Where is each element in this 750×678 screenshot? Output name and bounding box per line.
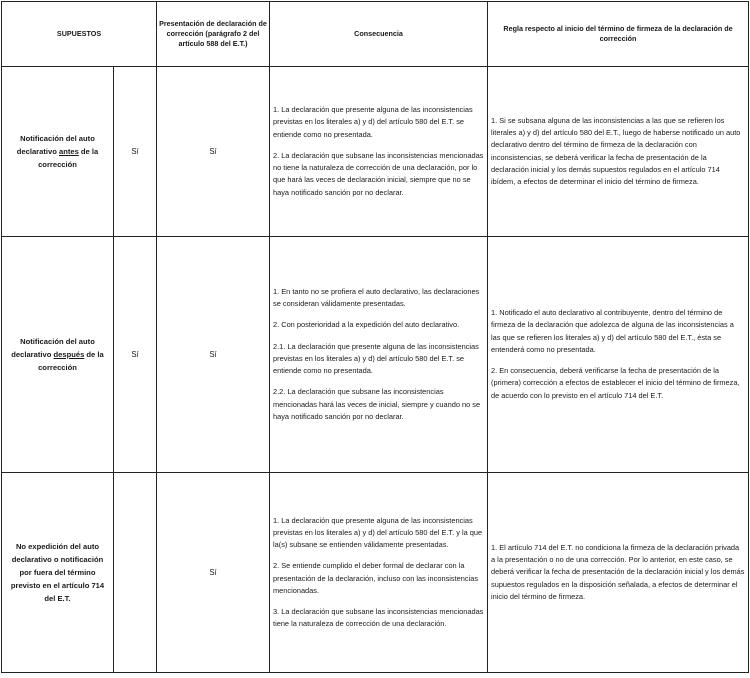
- header-presentacion: Presentación de declaración de corrección (parágrafo 2 del artículo 588 del E.T.): [157, 2, 270, 67]
- legal-table: [1, 1, 749, 673]
- supuesto-cell: No expedición del auto declarativo o notificación por fuera del término previsto en el artículo 714 del E.T.: [2, 473, 114, 673]
- consecuencia-item: 1. En tanto no se profiera el auto declarativo, las declaraciones se consideran válidamente presentadas.: [273, 287, 480, 309]
- consecuencia-item: 2. Con posterioridad a la expedición del auto declarativo.: [273, 320, 460, 330]
- header-regla: Regla respecto al inicio del término de firmeza de la declaración de corrección: [488, 2, 749, 67]
- regla-item: 1. Si se subsana alguna de las inconsistencias a las que se refieren los literales a) y d) del artículo 580 del E.T., luego de haberse notificado un auto declarativo dentro del término de firmeza de la declaración con inconsistencias, se deberá verificar la fecha de presentación de la declaración inicial y los demás supuestos regulados en el artículo 714 ibídem, a efectos de determinar el inicio del término de firmeza.: [491, 115, 741, 186]
- consecuencia-item: 1. La declaración que presente alguna de las inconsistencias previstas en los literales a) y d) del artículo 580 del E.T. y la que la(s) subsane se entienden válidamente presentadas.: [273, 515, 483, 550]
- header-row: [2, 2, 749, 67]
- consecuencia-item: 3. La declaración que subsane las inconsistencias mencionadas tiene la naturaleza de corrección de una declaración.: [273, 606, 484, 629]
- table-row: [2, 237, 749, 473]
- consecuencia-cell: [270, 473, 488, 673]
- regla-item: 1. Notificado el auto declarativo al contribuyente, dentro del término de firmeza de la declaración que adolezca de alguna de las inconsistencias a las que se refieren los literales a) y d) del artículo 580 del E.T., ésta se entenderá como no presentada.: [491, 308, 734, 354]
- consecuencia-cell: [270, 67, 488, 237]
- presentacion-cell: Sí: [157, 67, 270, 237]
- presentacion-cell: Sí: [157, 237, 270, 473]
- col-b-cell: Sí: [114, 237, 157, 473]
- supuesto-cell: Notificación del auto declarativo después de la corrección: [2, 237, 114, 473]
- regla-item: 2. En consecuencia, deberá verificarse la fecha de presentación de la (primera) corrección a efectos de establecer el inicio del término de firmeza, de acuerdo con lo previsto en el artículo 714 del E.T.: [491, 366, 740, 400]
- presentacion-cell: Sí: [157, 473, 270, 673]
- consecuencia-item: 1. La declaración que presente alguna de las inconsistencias previstas en los literales a) y d) del artículo 580 del E.T. se entiende como no presentada.: [273, 105, 473, 139]
- consecuencia-item: 2.2. La declaración que subsane las inconsistencias mencionadas hará las veces de inicial, siempre y cuando no se haya notificado sanción por no declarar.: [273, 387, 481, 421]
- col-b-cell: Sí: [114, 67, 157, 237]
- regla-cell: [488, 237, 749, 473]
- supuesto-cell: Notificación del auto declarativo antes de la corrección: [2, 67, 114, 237]
- regla-cell: [488, 67, 749, 237]
- header-supuestos: SUPUESTOS: [2, 2, 157, 67]
- consecuencia-cell: [270, 237, 488, 473]
- col-b-cell: [114, 473, 157, 673]
- table-row: [2, 473, 749, 673]
- consecuencia-item: 2. La declaración que subsane las inconsistencias mencionadas no tiene la naturaleza de corrección de una declaración, por lo que hará las veces de declaración inicial, siempre que no se haya notificado sanción por no declarar.: [273, 150, 484, 197]
- regla-item: 1. El artículo 714 del E.T. no condiciona la firmeza de la declaración privada a la presentación o no de una corrección. Por lo anterior, en este caso, se deberá verificar la fecha de presentación de la declaración inicial y los demás supuestos regulados en la disposición señalada, a efectos de determinar el inicio del término de firmeza.: [491, 542, 745, 601]
- regla-cell: [488, 473, 749, 673]
- consecuencia-item: 2. Se entiende cumplido el deber formal de declarar con la presentación de la declaración, incluso con las inconsistencias mencionadas.: [273, 561, 479, 595]
- consecuencia-item: 2.1. La declaración que presente alguna de las inconsistencias previstas en los literales a) y d) del artículo 580 del E.T. se entiende como no presentada.: [273, 341, 479, 376]
- table-row: [2, 67, 749, 237]
- header-consecuencia: Consecuencia: [270, 2, 488, 67]
